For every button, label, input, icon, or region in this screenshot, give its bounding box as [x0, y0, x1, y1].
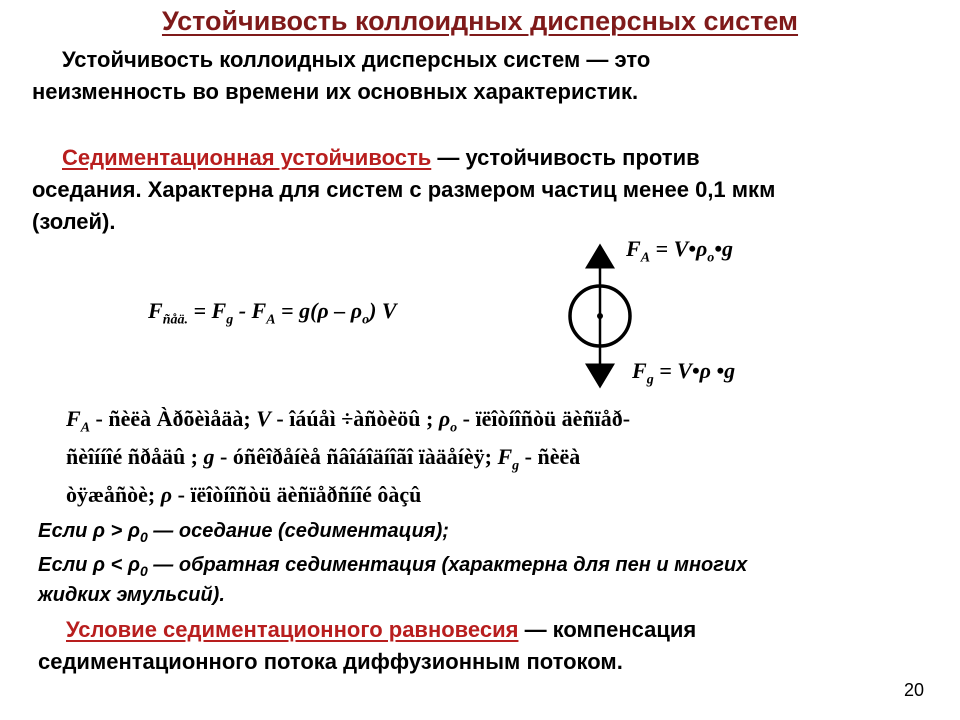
legend-text-8: - ïëîòíîñòü äèñïåðñíîé ôàçû: [172, 482, 422, 507]
condition-1-sub: 0: [139, 529, 148, 545]
condition-2-line-2: жидких эмульсий).: [38, 584, 225, 606]
fsed-part-1: = F: [187, 298, 227, 323]
condition-1: [38, 516, 449, 552]
legend-fg-sub: g: [512, 458, 520, 474]
condition-2-lhs: Если ρ < ρ: [38, 554, 140, 576]
page-number: 20: [904, 680, 925, 700]
equilibrium-line-2: седиментационного потока диффузионным потоком.: [38, 649, 623, 674]
legend-text-1: - ñèëà Àðõèìåäà;: [90, 406, 257, 431]
fa-symbol: F: [626, 236, 641, 261]
sedimentation-line-3: (золей).: [32, 209, 116, 234]
fsed-sub-a: A: [266, 312, 276, 328]
fa-rhs: = V•ρ: [650, 236, 708, 261]
fsed-subscript: ñåä.: [162, 312, 188, 328]
legend-text-6: - ñèëà: [519, 444, 581, 469]
sedimentation-rest: — устойчивость против: [431, 145, 700, 170]
legend-text-7: òÿæåñòè;: [66, 482, 161, 507]
sedimentation-line-2: оседания. Характерна для систем с размером частиц менее 0,1 мкм: [32, 177, 776, 202]
legend-text-3: - ïëîòíîñòü äèñïåð-: [457, 406, 631, 431]
formula-gravity: [632, 358, 735, 388]
fsed-tail: ) V: [369, 298, 397, 323]
legend-text-2: - îáúåì ÷àñòèöû ;: [270, 406, 439, 431]
legend-text-4: ñèîííîé ñðåäû ;: [66, 444, 204, 469]
formula-sedimentation-force: [148, 298, 397, 328]
legend-rho-o: ρ: [438, 406, 451, 431]
fa-rho-subscript: o: [707, 250, 715, 266]
condition-1-lhs: Если ρ > ρ: [38, 520, 140, 542]
equilibrium-term: Условие седиментационного равновесия: [66, 617, 519, 642]
fsed-part-2: - F: [233, 298, 267, 323]
condition-2-text: — обратная седиментация (характерна для пен и многих: [147, 554, 748, 576]
fg-rhs: = V•ρ •g: [653, 358, 736, 383]
fsed-part-3: = g(ρ – ρ: [275, 298, 363, 323]
legend-rho-o-sub: o: [450, 420, 458, 436]
definition-line-1: Устойчивость коллоидных дисперсных систем — это: [62, 47, 651, 72]
fa-tail: •g: [714, 236, 733, 261]
fg-subscript: g: [646, 372, 654, 388]
equilibrium-rest: — компенсация: [518, 617, 697, 642]
legend-g: g: [203, 444, 215, 469]
fsed-sub-o: o: [362, 312, 370, 328]
fsed-sub-g: g: [226, 312, 234, 328]
fg-symbol: F: [632, 358, 647, 383]
formula-buoyancy: [626, 236, 733, 266]
legend-fg: F: [497, 444, 513, 469]
legend-rho: ρ: [160, 482, 173, 507]
fa-subscript: A: [640, 250, 651, 266]
fsed-symbol: F: [148, 298, 163, 323]
legend-v: V: [256, 406, 271, 431]
legend-fa: F: [66, 406, 81, 431]
condition-1-text: — оседание (седиментация);: [147, 520, 449, 542]
equilibrium-line-1: [66, 614, 696, 646]
page-title: Устойчивость коллоидных дисперсных систем: [161, 6, 799, 36]
definition-line-2: неизменность во времени их основных характеристик.: [32, 79, 639, 104]
legend-text-5: - óñêîðåíèå ñâîáîäíîãî ïàäåíèÿ;: [214, 444, 498, 469]
sedimentation-term: Седиментационная устойчивость: [62, 145, 432, 170]
legend-line-3: [66, 476, 421, 514]
condition-2-sub: 0: [139, 563, 148, 579]
legend-fa-sub: A: [80, 420, 91, 436]
sedimentation-line-1: [62, 142, 700, 174]
